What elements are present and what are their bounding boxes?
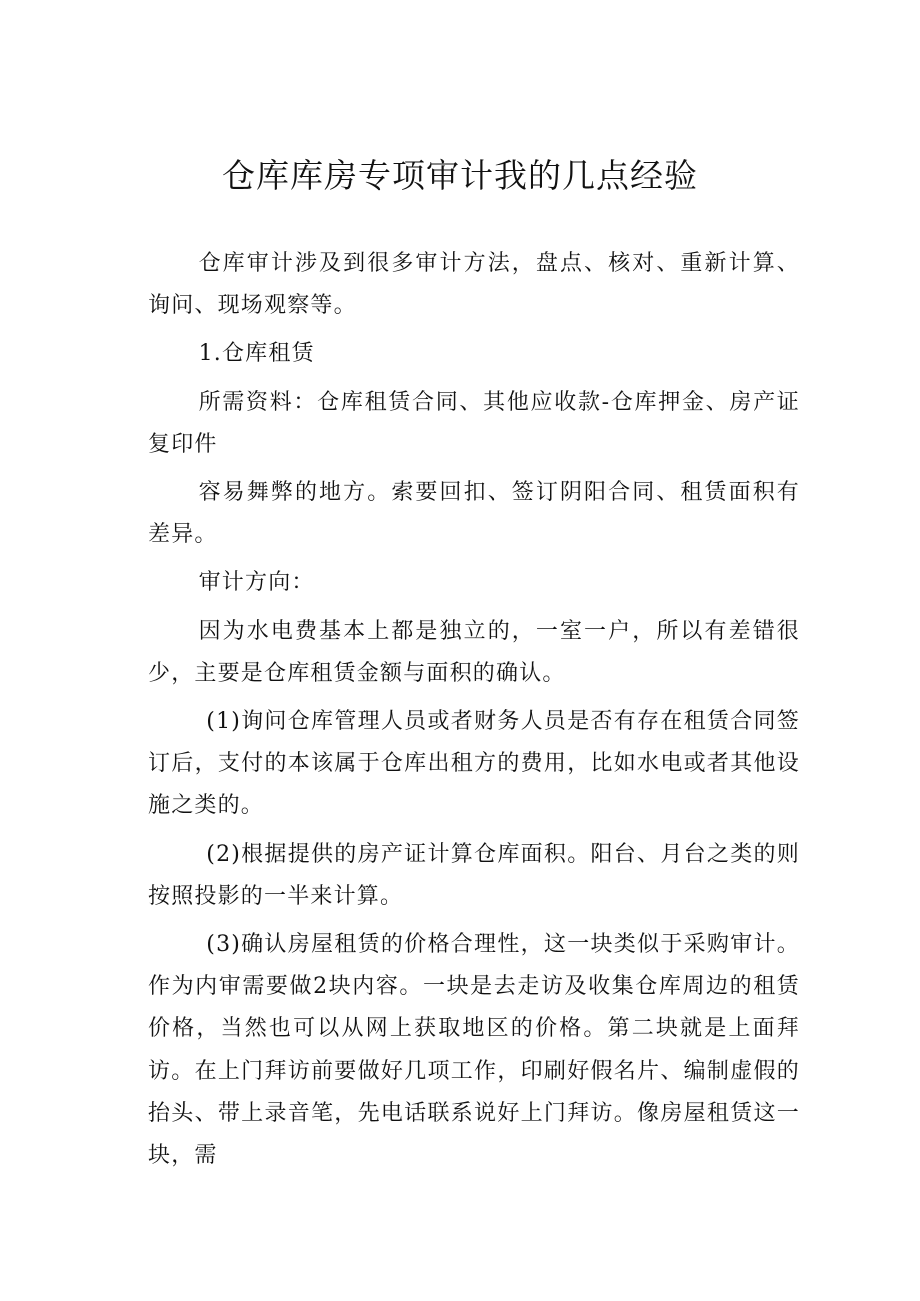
document-body: [148, 243, 800, 1183]
paragraph-item-3: (3)确认房屋租赁的价格合理性，这一块类似于采购审计。作为内审需要做2块内容。一块是去走访及收集仓库周边的租赁价格，当然也可以从网上获取地区的价格。第二块就是上面拜访。在上门拜访前要做好几项工作，印刷好假名片、编制虚假的抬头、带上录音笔，先电话联系说好上门拜访。像房屋租赁这一块，需: [148, 932, 800, 1169]
paragraph-item-1: (1)询问仓库管理人员或者财务人员是否有存在租赁合同签订后，支付的本该属于仓库出租方的费用，比如水电或者其他设施之类的。: [148, 709, 800, 819]
document-title: 仓库库房专项审计我的几点经验: [222, 156, 698, 195]
paragraph-intro: 仓库审计涉及到很多审计方法，盘点、核对、重新计算、询问、现场观察等。: [148, 251, 800, 319]
paragraph-audit-direction-heading: 审计方向：: [198, 570, 315, 596]
paragraph-item-2: (2)根据提供的房产证计算仓库面积。阳台、月台之类的则按照投影的一半来计算。: [148, 841, 800, 909]
paragraph-required-materials: 所需资料：仓库租赁合同、其他应收款-仓库押金、房产证复印件: [148, 389, 800, 457]
section-heading-warehouse-lease: 1.仓库租赁: [198, 341, 315, 367]
paragraph-utilities: 因为水电费基本上都是独立的，一室一户，所以有差错很少，主要是仓库租赁金额与面积的确认。: [148, 618, 800, 686]
paragraph-fraud-risks: 容易舞弊的地方。索要回扣、签订阴阳合同、租赁面积有差异。: [148, 480, 800, 548]
